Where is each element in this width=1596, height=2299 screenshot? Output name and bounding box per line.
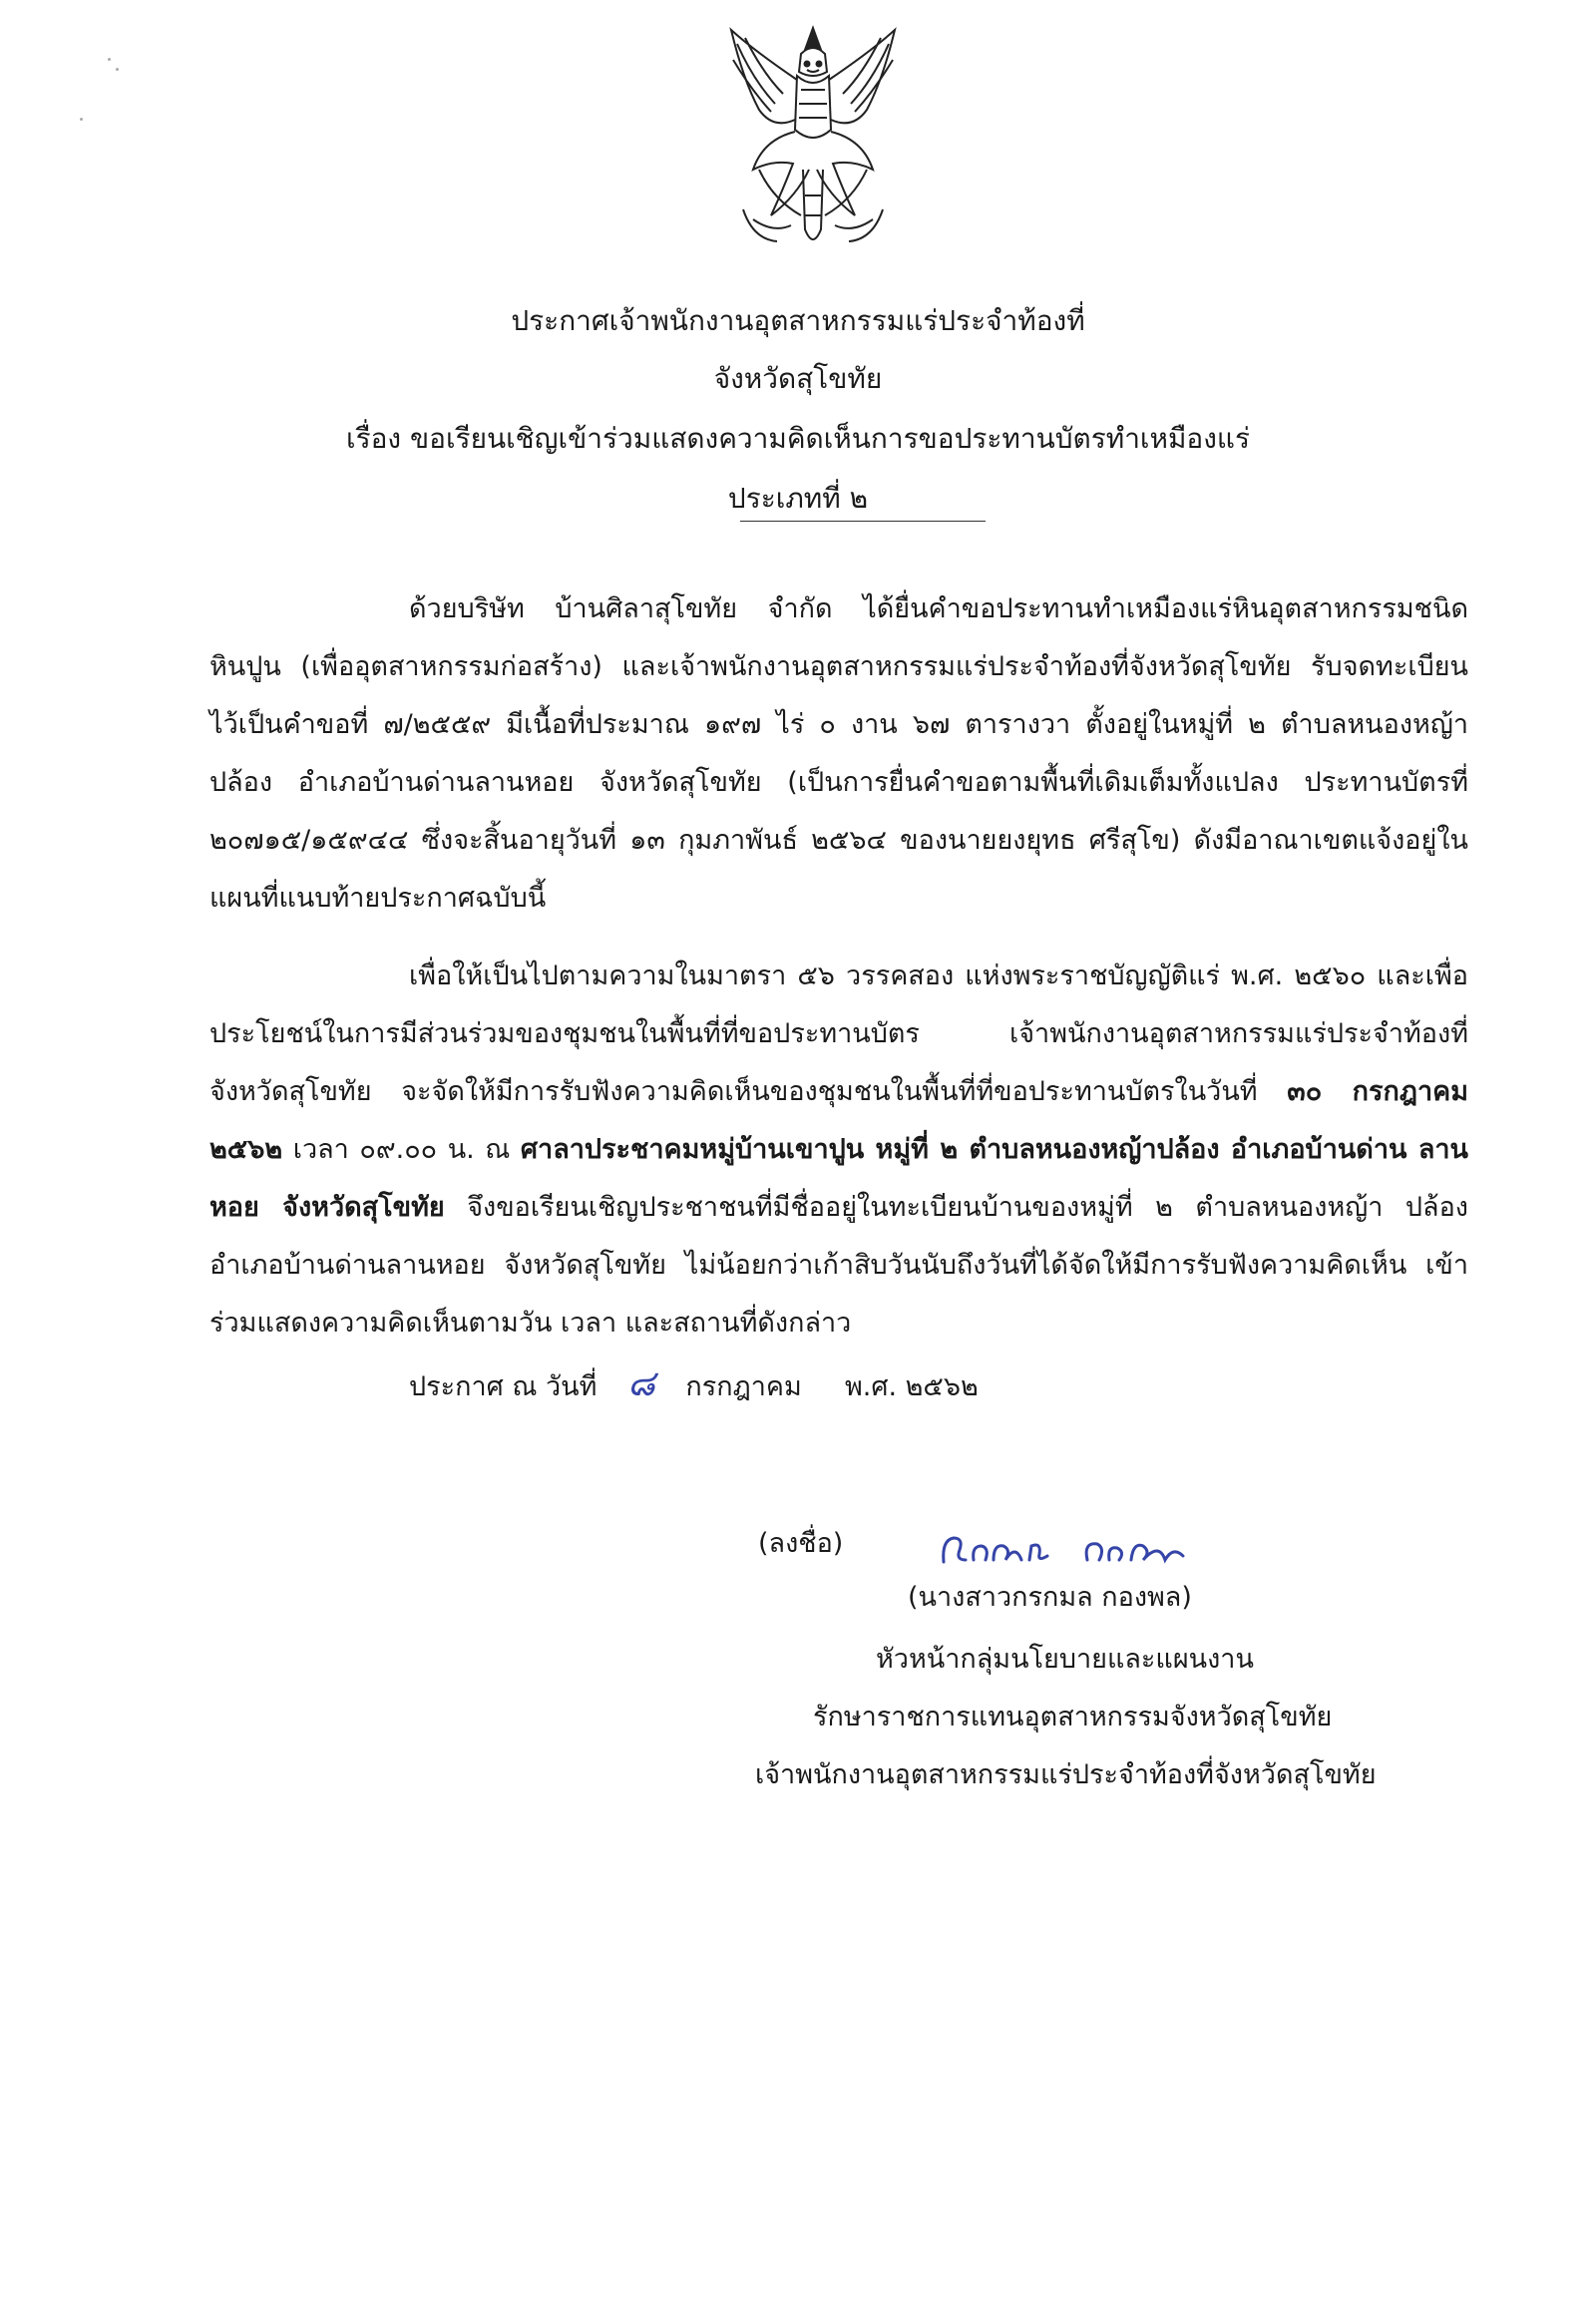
signature-label: (ลงชื่อ) xyxy=(758,1528,844,1559)
signer-position-2: รักษาราชการแทนอุตสาหกรรมจังหวัดสุโขทัย xyxy=(813,1702,1333,1732)
title-underline xyxy=(740,521,986,522)
garuda-emblem-icon xyxy=(713,20,913,259)
hearing-year: ๒๕๖๒ xyxy=(209,1134,283,1165)
announce-day: ๘ xyxy=(627,1363,655,1404)
province-title: จังหวัดสุโขทัย xyxy=(713,362,883,395)
handwritten-signature-icon xyxy=(938,1526,1197,1572)
scan-speck xyxy=(80,118,83,121)
announce-year: พ.ศ. ๒๕๖๒ xyxy=(844,1371,979,1402)
hearing-time: เวลา ๐๙.๐๐ น. ณ xyxy=(282,1134,521,1165)
announce-prefix: ประกาศ ณ วันที่ xyxy=(409,1371,598,1402)
subject-line: เรื่อง ขอเรียนเชิญเข้าร่วมแสดงความคิดเห็นการขอประทานบัตรทำเหมืองแร่ xyxy=(346,422,1250,455)
scan-speck xyxy=(116,68,119,71)
paragraph-2-rest: จึงขอเรียนเชิญประชาชนที่มีชื่ออยู่ในทะเบียนบ้านของหมู่ที่ ๒ ตำบลหนองหญ้า ปล้อง อำเภอบ้านด่านลานหอย จังหวัดสุโขทัย ไม่น้อยกว่าเก้าสิบวันนับถึงวันที่ได้จัดให้มีการรับฟังความคิดเห็น เข้าร่วมแสดงความคิดเห็นตามวัน เวลา และสถานที่ดังกล่าว xyxy=(209,1192,1468,1339)
announcement-title: ประกาศเจ้าพนักงานอุตสาหกรรมแร่ประจำท้องที่ xyxy=(511,304,1085,337)
hearing-date: ๓๐ กรกฎาคม xyxy=(1287,1076,1468,1107)
paragraph-1: ด้วยบริษัท บ้านศิลาสุโขทัย จำกัด ได้ยื่นคำขอประทานทำเหมืองแร่หินอุตสาหกรรมชนิด หินปูน (เพื่ออุตสาหกรรมก่อสร้าง) และเจ้าพนักงานอุตสาหกรรมแร่ประจำท้องที่จังหวัดสุโขทัย รับจดทะเบียน ไว้เป็นคำขอที่ ๗/๒๕๕๙ มีเนื้อที่ประมาณ ๑๙๗ ไร่ ๐ งาน ๖๗ ตารางวา ตั้งอยู่ในหมู่ที่ ๒ ตำบลหนองหญ้า ปล้อง อำเภอบ้านด่านลานหอย จังหวัดสุโขทัย (เป็นการยื่นคำขอตามพื้นที่เดิมเต็มทั้งแปลง ประทานบัตรที่ ๒๐๗๑๕/๑๕๙๔๔ ซึ่งจะสิ้นอายุวันที่ ๑๓ กุมภาพันธ์ ๒๕๖๔ ของนายยงยุทธ ศรีสุโข) ดังมีอาณาเขตแจ้งอยู่ใน แผนที่แนบท้ายประกาศฉบับนี้ xyxy=(209,593,1468,914)
signer-position-1: หัวหน้ากลุ่มนโยบายและแผนงาน xyxy=(876,1644,1254,1675)
mining-type: ประเภทที่ ๒ xyxy=(727,482,869,515)
paragraph-2 xyxy=(209,948,1468,1352)
signer-name: (นางสาวกรกมล กองพล) xyxy=(908,1582,1192,1613)
hearing-location: ศาลาประชาคมหมู่บ้านเขาปูน หมู่ที่ ๒ ตำบลหนองหญ้าปล้อง อำเภอบ้านด่าน ลานหอย จังหวัดสุโขทัย xyxy=(209,1134,1468,1223)
announce-month: กรกฎาคม xyxy=(685,1371,802,1402)
announcement-date xyxy=(409,1362,979,1409)
paragraph-2-text: เพื่อให้เป็นไปตามความในมาตรา ๕๖ วรรคสอง แห่งพระราชบัญญัติแร่ พ.ศ. ๒๕๖๐ และเพื่อ ประโยชน์ในการมีส่วนร่วมของชุมชนในพื้นที่ที่ขอประทานบัตร เจ้าพนักงานอุตสาหกรรมแร่ประจำท้องที่ จังหวัดสุโขทัย จะจัดให้มีการรับฟังความคิดเห็นของชุมชนในพื้นที่ที่ขอประทานบัตรในวันที่ xyxy=(209,960,1468,1107)
signer-position-3: เจ้าพนักงานอุตสาหกรรมแร่ประจำท้องที่จังหวัดสุโขทัย xyxy=(755,1759,1377,1790)
scan-speck xyxy=(108,58,111,61)
